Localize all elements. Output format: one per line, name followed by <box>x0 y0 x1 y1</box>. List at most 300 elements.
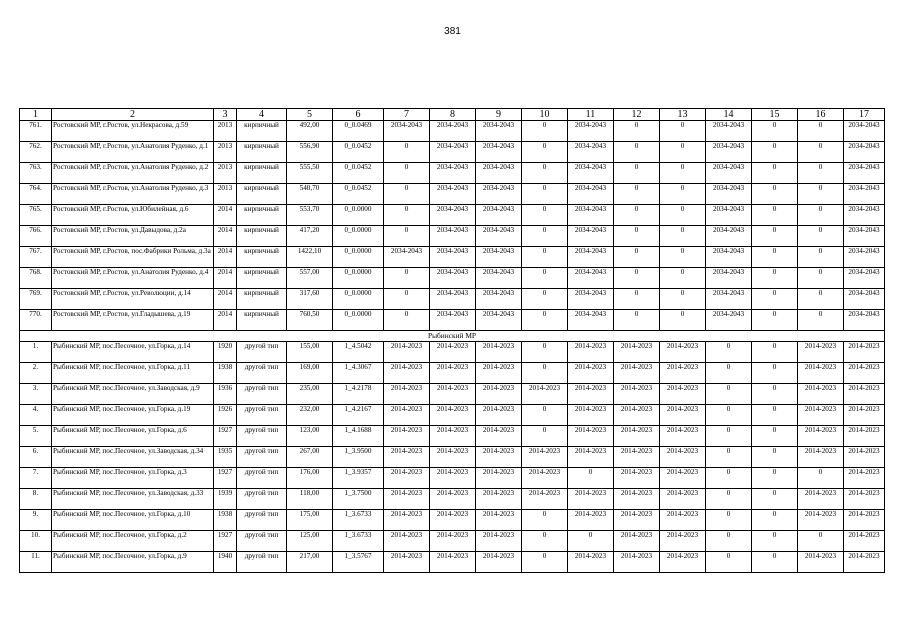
table-cell: 0 <box>522 363 568 384</box>
table-cell: 765. <box>20 205 52 226</box>
table-cell: 2014-2023 <box>614 531 660 552</box>
table-cell: 2013 <box>214 163 237 184</box>
table-cell: 0 <box>706 426 752 447</box>
table-cell: другой тип <box>237 426 287 447</box>
table-cell: 2034-2043 <box>706 205 752 226</box>
table-row <box>20 226 885 247</box>
table-cell: 2013 <box>214 121 237 142</box>
table-cell: 0_0.0000 <box>333 247 384 268</box>
table-body <box>20 121 885 573</box>
table-cell: 492,00 <box>287 121 333 142</box>
table-row <box>20 447 885 468</box>
table-cell: 2034-2043 <box>844 247 885 268</box>
table-cell: 0 <box>522 163 568 184</box>
table-row <box>20 363 885 384</box>
table-cell: 2014-2023 <box>476 405 522 426</box>
table-cell: 1_3.6733 <box>333 531 384 552</box>
table-cell: 2034-2043 <box>568 289 614 310</box>
table-cell: 0 <box>706 342 752 363</box>
table-cell: 0 <box>752 163 798 184</box>
table-cell: 0 <box>384 142 430 163</box>
table-cell: 0 <box>660 205 706 226</box>
table-cell: 0 <box>522 405 568 426</box>
table-cell: 2014-2023 <box>798 342 844 363</box>
table-cell: 2014-2023 <box>614 468 660 489</box>
table-cell: 555,50 <box>287 163 333 184</box>
address-cell: Рыбинский МР, пос.Песочное, ул.Горка, д.6 <box>52 426 214 447</box>
table-cell: 2014-2023 <box>384 426 430 447</box>
table-cell: 2014-2023 <box>798 363 844 384</box>
table-cell: 5. <box>20 426 52 447</box>
table-row <box>20 510 885 531</box>
table-cell: 0 <box>568 531 614 552</box>
table-cell: 0 <box>522 184 568 205</box>
table-cell: 2014-2023 <box>798 426 844 447</box>
address-cell: Рыбинский МР, пос.Песочное, ул.Заводская, д.9 <box>52 384 214 405</box>
table-row <box>20 384 885 405</box>
table-cell: 0 <box>706 531 752 552</box>
table-cell: другой тип <box>237 342 287 363</box>
table-cell: 2034-2043 <box>476 289 522 310</box>
table-cell: 10. <box>20 531 52 552</box>
table-cell: 0 <box>752 342 798 363</box>
table-cell: 2014-2023 <box>798 447 844 468</box>
table-cell: 2014-2023 <box>660 531 706 552</box>
table-cell: 0 <box>522 426 568 447</box>
table-cell: 2014-2023 <box>384 342 430 363</box>
table-cell: 0_0.0469 <box>333 121 384 142</box>
table-cell: 2014-2023 <box>568 489 614 510</box>
table-cell: 2034-2043 <box>568 310 614 331</box>
table-cell: 1_4.2178 <box>333 384 384 405</box>
address-cell: Ростовский МР, г.Ростов, ул.Революции, д.14 <box>52 289 214 310</box>
table-cell: 125,00 <box>287 531 333 552</box>
table-cell: 2. <box>20 363 52 384</box>
table-cell: 0 <box>752 142 798 163</box>
table-cell: 2014-2023 <box>844 468 885 489</box>
address-cell: Рыбинский МР, пос.Песочное, ул.Горка, д.2 <box>52 531 214 552</box>
table-cell: 2014-2023 <box>844 405 885 426</box>
table-cell: 2034-2043 <box>430 247 476 268</box>
table-cell: 0 <box>568 468 614 489</box>
table-cell: 0 <box>706 552 752 573</box>
table-cell: 0 <box>752 510 798 531</box>
table-cell: 2014-2023 <box>430 468 476 489</box>
table-cell: 0 <box>798 268 844 289</box>
table-cell: 2034-2043 <box>844 142 885 163</box>
table-cell: 760,50 <box>287 310 333 331</box>
table-cell: 766. <box>20 226 52 247</box>
table-cell: 0 <box>384 163 430 184</box>
table-cell: 2014-2023 <box>798 384 844 405</box>
table-cell: 2034-2043 <box>844 289 885 310</box>
table-cell: 1_3.7500 <box>333 489 384 510</box>
table-cell: 0 <box>660 163 706 184</box>
table-cell: 0 <box>522 510 568 531</box>
table-cell: 2014-2023 <box>476 363 522 384</box>
table-cell: 761. <box>20 121 52 142</box>
address-cell: Ростовский МР, г.Ростов, ул.Гладышева, д.19 <box>52 310 214 331</box>
table-cell: 2034-2043 <box>844 184 885 205</box>
column-header: 12 <box>614 109 660 121</box>
section-row <box>20 331 885 342</box>
table-cell: 763. <box>20 163 52 184</box>
table-cell: 1_4.2167 <box>333 405 384 426</box>
table-cell: другой тип <box>237 363 287 384</box>
table-cell: 1. <box>20 342 52 363</box>
table-cell: 0 <box>660 121 706 142</box>
table-cell: 2034-2043 <box>568 268 614 289</box>
table-cell: 540,70 <box>287 184 333 205</box>
table-cell: 2034-2043 <box>568 163 614 184</box>
table-cell: 0_0.0000 <box>333 289 384 310</box>
table-cell: 1920 <box>214 342 237 363</box>
column-header: 16 <box>798 109 844 121</box>
table-cell: 2014-2023 <box>522 447 568 468</box>
table-cell: 2014-2023 <box>476 447 522 468</box>
table-cell: 2014-2023 <box>844 426 885 447</box>
table-cell: 2014-2023 <box>430 552 476 573</box>
table-cell: 1940 <box>214 552 237 573</box>
table-cell: 2034-2043 <box>844 268 885 289</box>
table-cell: 2014-2023 <box>844 447 885 468</box>
table-cell: 2014-2023 <box>614 510 660 531</box>
table-cell: 2034-2043 <box>706 310 752 331</box>
table-cell: 2014-2023 <box>384 363 430 384</box>
table-cell: 2014-2023 <box>798 510 844 531</box>
table-cell: 2013 <box>214 142 237 163</box>
table-cell: 2034-2043 <box>476 310 522 331</box>
table-cell: 2014-2023 <box>568 552 614 573</box>
table-cell: кирпичный <box>237 289 287 310</box>
table-cell: 0_0.0452 <box>333 142 384 163</box>
column-header: 8 <box>430 109 476 121</box>
table-cell: 2014-2023 <box>660 426 706 447</box>
table-row <box>20 205 885 226</box>
table-cell: 2014-2023 <box>476 552 522 573</box>
table-cell: 0 <box>752 226 798 247</box>
address-cell: Рыбинский МР, пос.Песочное, ул.Горка, д.14 <box>52 342 214 363</box>
table-cell: 0 <box>752 447 798 468</box>
table-cell: 0 <box>660 289 706 310</box>
table-cell: 1_4.1688 <box>333 426 384 447</box>
table-cell: 2034-2043 <box>476 121 522 142</box>
table-cell: 2014-2023 <box>476 510 522 531</box>
table-cell: 0 <box>522 226 568 247</box>
column-header: 15 <box>752 109 798 121</box>
table-cell: 1926 <box>214 405 237 426</box>
table-cell: 0 <box>798 142 844 163</box>
table-cell: другой тип <box>237 468 287 489</box>
table-cell: 0 <box>384 310 430 331</box>
table-row <box>20 163 885 184</box>
table-cell: 2014-2023 <box>798 489 844 510</box>
table-cell: 769. <box>20 289 52 310</box>
table-cell: 0 <box>752 268 798 289</box>
table-cell: 0 <box>522 205 568 226</box>
table-cell: кирпичный <box>237 205 287 226</box>
table-cell: 2014-2023 <box>568 510 614 531</box>
column-header: 9 <box>476 109 522 121</box>
table-cell: 0 <box>752 184 798 205</box>
table-cell: 770. <box>20 310 52 331</box>
table-cell: 235,00 <box>287 384 333 405</box>
table-row <box>20 426 885 447</box>
table-cell: 0 <box>752 489 798 510</box>
table-cell: другой тип <box>237 510 287 531</box>
column-header: 5 <box>287 109 333 121</box>
table-cell: 2034-2043 <box>844 205 885 226</box>
table-cell: 2014-2023 <box>614 552 660 573</box>
address-cell: Рыбинский МР, пос.Песочное, ул.Горка, д.11 <box>52 363 214 384</box>
table-cell: 1936 <box>214 384 237 405</box>
table-cell: 2014-2023 <box>660 447 706 468</box>
table-cell: 2034-2043 <box>568 121 614 142</box>
table-cell: 0 <box>522 142 568 163</box>
column-header: 17 <box>844 109 885 121</box>
table-cell: 0 <box>614 205 660 226</box>
table-cell: 2014-2023 <box>476 384 522 405</box>
table-cell: 0 <box>660 226 706 247</box>
table-cell: 0 <box>798 468 844 489</box>
table-cell: 1927 <box>214 531 237 552</box>
table-cell: 0 <box>752 310 798 331</box>
column-header: 4 <box>237 109 287 121</box>
address-cell: Рыбинский МР, пос.Песочное, ул.Заводская, д.33 <box>52 489 214 510</box>
table-cell: 0 <box>522 531 568 552</box>
table-cell: 176,00 <box>287 468 333 489</box>
table-cell: 2014-2023 <box>614 447 660 468</box>
table-cell: 2014-2023 <box>476 426 522 447</box>
table-cell: 0 <box>798 163 844 184</box>
table-cell: 0 <box>522 310 568 331</box>
table-cell: 2034-2043 <box>568 184 614 205</box>
column-header: 7 <box>384 109 430 121</box>
table-cell: 2014-2023 <box>614 342 660 363</box>
table-cell: 155,00 <box>287 342 333 363</box>
table-cell: 2014-2023 <box>384 531 430 552</box>
address-cell: Рыбинский МР, пос.Песочное, ул.Горка, д.10 <box>52 510 214 531</box>
table-cell: 2014-2023 <box>844 510 885 531</box>
table-cell: 0 <box>752 205 798 226</box>
table-cell: 0 <box>660 184 706 205</box>
table-cell: 0 <box>522 268 568 289</box>
table-cell: 2014-2023 <box>384 468 430 489</box>
table-cell: 2014 <box>214 247 237 268</box>
table-cell: 2014-2023 <box>660 363 706 384</box>
table-cell: 2014-2023 <box>568 342 614 363</box>
address-cell: Ростовский МР, г.Ростов, пос.Фабрики Рольма, д.3а <box>52 247 214 268</box>
table-cell: 0 <box>522 121 568 142</box>
table-cell: 764. <box>20 184 52 205</box>
table-cell: 2034-2043 <box>430 121 476 142</box>
table-cell: кирпичный <box>237 310 287 331</box>
table-cell: кирпичный <box>237 163 287 184</box>
table-cell: 1422,10 <box>287 247 333 268</box>
table-cell: 0 <box>752 468 798 489</box>
table-cell: 553,70 <box>287 205 333 226</box>
table-row <box>20 405 885 426</box>
table-cell: 0 <box>522 342 568 363</box>
table-cell: 0 <box>614 289 660 310</box>
table-cell: 11. <box>20 552 52 573</box>
column-header: 1 <box>20 109 52 121</box>
table-cell: 6. <box>20 447 52 468</box>
table-cell: 2034-2043 <box>430 310 476 331</box>
table-cell: 2034-2043 <box>844 310 885 331</box>
table-cell: 2014-2023 <box>614 489 660 510</box>
table-cell: 2014 <box>214 226 237 247</box>
column-header: 3 <box>214 109 237 121</box>
table-cell: 175,00 <box>287 510 333 531</box>
table-cell: кирпичный <box>237 247 287 268</box>
table-cell: 2034-2043 <box>844 121 885 142</box>
address-cell: Ростовский МР, г.Ростов, ул.Юбилейная, д.6 <box>52 205 214 226</box>
table-cell: 2014-2023 <box>614 363 660 384</box>
table-row <box>20 247 885 268</box>
table-cell: 0 <box>706 489 752 510</box>
table-cell: 0 <box>798 289 844 310</box>
table-cell: 2014-2023 <box>522 489 568 510</box>
table-cell: 0 <box>522 552 568 573</box>
table-cell: кирпичный <box>237 142 287 163</box>
table-cell: 2014-2023 <box>476 468 522 489</box>
table-cell: 2014 <box>214 205 237 226</box>
table-cell: 2034-2043 <box>430 226 476 247</box>
table-cell: 2014-2023 <box>384 510 430 531</box>
table-cell: 2034-2043 <box>430 142 476 163</box>
table-cell: 2014-2023 <box>430 489 476 510</box>
table-cell: 232,00 <box>287 405 333 426</box>
table-cell: 0 <box>752 384 798 405</box>
table-cell: 0 <box>706 405 752 426</box>
table-cell: 2014-2023 <box>660 489 706 510</box>
table-cell: 0 <box>798 184 844 205</box>
table-cell: 2014-2023 <box>844 342 885 363</box>
table-cell: 2034-2043 <box>384 121 430 142</box>
table-cell: 2014 <box>214 268 237 289</box>
table-cell: 1_4.5042 <box>333 342 384 363</box>
table-cell: 2014-2023 <box>844 552 885 573</box>
table-cell: 2014-2023 <box>798 405 844 426</box>
table-cell: 2014-2023 <box>430 426 476 447</box>
table-cell: 2014-2023 <box>568 426 614 447</box>
table-cell: 4. <box>20 405 52 426</box>
table-cell: 0_0.0000 <box>333 268 384 289</box>
table-cell: 267,00 <box>287 447 333 468</box>
table-cell: 0 <box>384 289 430 310</box>
table-cell: 2034-2043 <box>476 247 522 268</box>
table-cell: 0 <box>798 310 844 331</box>
column-header: 13 <box>660 109 706 121</box>
table-row <box>20 268 885 289</box>
table-cell: 2014-2023 <box>430 384 476 405</box>
table-cell: 9. <box>20 510 52 531</box>
table-cell: 2014-2023 <box>568 447 614 468</box>
table-cell: 0 <box>614 184 660 205</box>
address-cell: Ростовский МР, г.Ростов, ул.Давыдова, д.2а <box>52 226 214 247</box>
table-cell: 2014-2023 <box>430 447 476 468</box>
table-cell: 2034-2043 <box>706 268 752 289</box>
table-cell: 1939 <box>214 489 237 510</box>
table-cell: 2014-2023 <box>384 405 430 426</box>
table-cell: кирпичный <box>237 121 287 142</box>
table-cell: 0 <box>752 247 798 268</box>
table-cell: кирпичный <box>237 226 287 247</box>
table-cell: 8. <box>20 489 52 510</box>
table-cell: 2014-2023 <box>476 489 522 510</box>
page-number: 381 <box>444 26 461 37</box>
address-cell: Ростовский МР, г.Ростов, ул.Некрасова, д.59 <box>52 121 214 142</box>
table-cell: 1938 <box>214 363 237 384</box>
table-cell: 2014-2023 <box>430 405 476 426</box>
table-cell: 2014-2023 <box>384 384 430 405</box>
table-cell: 0 <box>752 531 798 552</box>
address-cell: Ростовский МР, г.Ростов, ул.Анатолия Руденко, д.1 <box>52 142 214 163</box>
table-cell: 2014-2023 <box>660 468 706 489</box>
table-cell: 0_0.0000 <box>333 226 384 247</box>
table-cell: 1938 <box>214 510 237 531</box>
column-header: 10 <box>522 109 568 121</box>
table-cell: 2014-2023 <box>568 405 614 426</box>
section-title: Рыбинский МР <box>20 331 885 342</box>
table-cell: 2014-2023 <box>430 531 476 552</box>
table-cell: 1935 <box>214 447 237 468</box>
table-cell: 0 <box>614 226 660 247</box>
table-cell: 2014-2023 <box>476 531 522 552</box>
table-cell: 0_0.0452 <box>333 163 384 184</box>
table-cell: 0 <box>798 121 844 142</box>
table-cell: 1_3.6733 <box>333 510 384 531</box>
table-cell: 1927 <box>214 468 237 489</box>
table-cell: 2014-2023 <box>844 489 885 510</box>
table-cell: 0 <box>706 510 752 531</box>
table-cell: 0 <box>522 289 568 310</box>
table-cell: 2014-2023 <box>476 342 522 363</box>
table-cell: 0 <box>660 310 706 331</box>
table-cell: 2014-2023 <box>660 552 706 573</box>
table-cell: 2034-2043 <box>706 163 752 184</box>
table-cell: кирпичный <box>237 268 287 289</box>
table-cell: 2014-2023 <box>430 510 476 531</box>
column-header: 11 <box>568 109 614 121</box>
table-cell: 2034-2043 <box>476 268 522 289</box>
table-cell: 2014 <box>214 310 237 331</box>
table-cell: 0 <box>614 121 660 142</box>
table-cell: 2014-2023 <box>844 531 885 552</box>
table-cell: 217,00 <box>287 552 333 573</box>
address-cell: Рыбинский МР, пос.Песочное, ул.Горка, д.3 <box>52 468 214 489</box>
table-cell: 0 <box>798 226 844 247</box>
table-cell: 2034-2043 <box>706 226 752 247</box>
table-cell: 767. <box>20 247 52 268</box>
table-cell: 0 <box>752 426 798 447</box>
table-cell: другой тип <box>237 405 287 426</box>
table-cell: 2014-2023 <box>844 384 885 405</box>
table-cell: 2014-2023 <box>844 363 885 384</box>
table-cell: 2034-2043 <box>476 184 522 205</box>
table-cell: 1_4.3067 <box>333 363 384 384</box>
table-cell: 0 <box>614 142 660 163</box>
table-cell: 0 <box>752 363 798 384</box>
table-cell: 2014-2023 <box>798 552 844 573</box>
table-cell: 0_0.0000 <box>333 310 384 331</box>
table-cell: 2034-2043 <box>430 205 476 226</box>
table-cell: 2014-2023 <box>660 405 706 426</box>
table-cell: 2034-2043 <box>476 226 522 247</box>
table-cell: 0 <box>384 268 430 289</box>
table-cell: другой тип <box>237 552 287 573</box>
